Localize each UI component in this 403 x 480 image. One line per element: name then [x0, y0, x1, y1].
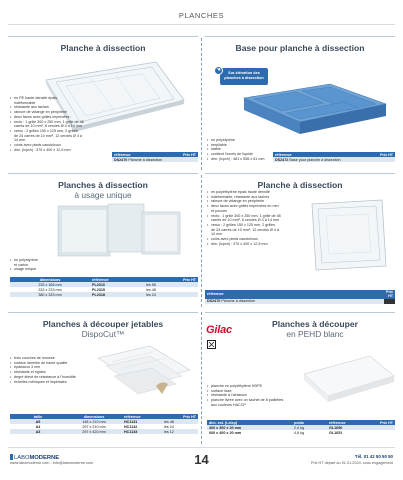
- feature: • contient l'excès de liquide: [207, 152, 297, 157]
- reference-table: [10, 277, 198, 297]
- product-title: Planches à découper: [272, 319, 358, 329]
- table-row: 333 x 233 mm PL2315 les 48: [38, 287, 156, 292]
- col-header: dimensions: [66, 414, 122, 419]
- ref-desc: Planche à dissection: [128, 157, 163, 162]
- reference-table: [207, 420, 395, 435]
- feature: • planche livrée avec un sachet de 8 paillettes aux couleurs HACCP: [207, 398, 307, 407]
- feature: • résistante aux taches: [10, 105, 98, 110]
- brand-logo: Gilac: [206, 324, 232, 336]
- table-row: [273, 157, 395, 162]
- product-title: Base pour planche à dissection: [235, 43, 365, 53]
- col-header: dim. ext. (Lxlxp): [207, 420, 271, 425]
- features-list: [10, 356, 100, 384]
- footer-phone: Tél. 01 42 50 50 50: [354, 454, 393, 459]
- feature: • coins avec pieds caoutchouc: [10, 143, 98, 148]
- badge-text: Sur-élévation des planches à dissection: [224, 71, 264, 80]
- col-header: Prix HT: [386, 290, 393, 299]
- feature: • rainure de vidange en périphérie: [207, 199, 307, 204]
- ref-desc: Base pour planche à dissection: [289, 157, 341, 162]
- column-divider: [201, 38, 202, 170]
- product-title: Planche à dissection: [257, 180, 343, 190]
- feature: • deux faces avec grilles imprimées :: [10, 115, 98, 120]
- features-list: [207, 190, 307, 246]
- feature: • dim. (lxpxh) : 375 x 400 x 12,5 mm: [207, 242, 307, 247]
- col-header: référence: [327, 420, 363, 425]
- feature: • planche en polyéthylène HDPE: [207, 384, 307, 389]
- hand-icon: ☚: [214, 66, 223, 75]
- col-header: référence: [112, 152, 159, 157]
- footer-price-note: Prix HT départ au 01.01.2024, sous engagement: [310, 461, 393, 465]
- col-header: référence: [122, 414, 162, 419]
- dissection-board-image: [306, 196, 390, 274]
- feature: • dim. (lxpxh) : 481 x 556 x 61 mm: [207, 157, 297, 162]
- feature: • en polystyrène et carton: [10, 258, 70, 267]
- feature: • en polystyrène: [207, 138, 297, 143]
- col-header: taille: [10, 414, 66, 419]
- col-header: Prix HT: [159, 152, 198, 157]
- feature: • verso : 2 grilles 150 x 125 mm, 2 grilles de 24 carrés de 10 mm², 12 cercles Ø 4 à 14 mm: [207, 223, 307, 237]
- feature: • épaisseur 3 mm: [10, 365, 100, 370]
- table-row: [205, 299, 395, 304]
- feature: • verso : 2 grilles 150 x 125 mm, 2 grilles de 24 carrés de 10 mm², 12 cercles Ø 4 à 14 mm: [10, 129, 98, 143]
- footer-divider: [8, 447, 395, 448]
- ref-desc: Planche à dissection: [221, 299, 256, 304]
- header-divider: [8, 24, 395, 25]
- ref-code: DS2472: [275, 157, 289, 162]
- col-header: Prix HT: [363, 420, 395, 425]
- feature: • résistants et rigides: [10, 370, 100, 375]
- pehd-board-image: [300, 352, 396, 404]
- feature: • empilable: [207, 143, 297, 148]
- col-header: poids: [271, 420, 327, 425]
- table-row: A4 297 x 210 mm HC1132 les 24: [35, 424, 174, 429]
- product-title: Planches à découper jetables: [42, 319, 164, 329]
- table-row: [112, 157, 198, 162]
- feature: • coins avec pieds caoutchouc: [207, 237, 307, 242]
- features-list: [207, 384, 307, 408]
- reference-table: [10, 414, 198, 434]
- page-number: 14: [194, 452, 209, 467]
- footer-website[interactable]: www.labomoderne.com - info@labomoderne.com: [10, 461, 94, 465]
- feature: • rainure de vidange en périphérie: [10, 110, 98, 115]
- dispocut-boards-image: [92, 340, 196, 410]
- ref-code: DS2470: [114, 157, 128, 162]
- logo-text: LABO: [14, 455, 30, 461]
- table-row: A3 297 x 420 mm HC1133 les 12: [10, 429, 198, 434]
- product-title: Planche à dissection: [60, 43, 146, 53]
- logo-text-bold: MODERNE: [29, 455, 60, 461]
- reference-table: [112, 152, 198, 162]
- feature: • indéformable, résistante aux taches: [207, 195, 307, 200]
- col-header: référence: [90, 277, 144, 282]
- feature: • recto : 1 grille 300 x 250 mm, 1 grille de 48 carrés de 10 mm², 6 cercles Ø 4 à 14 mm: [207, 214, 307, 223]
- feature: • surface lamelée de haute qualité: [10, 361, 100, 366]
- feature: • usage unique: [10, 267, 70, 272]
- column-divider: [201, 312, 202, 444]
- table-row: A5 148 x 210 mm HC1131 les 48: [10, 419, 198, 424]
- col-header: Prix HT: [144, 277, 198, 282]
- feature: • recto : 1 grille 300 x 250 mm, 1 grille de 48 carrés de 10 mm², 6 cercles Ø 4 à 14 mm: [10, 120, 98, 129]
- feature: • en PE haute densité épais, indéformable: [10, 96, 98, 105]
- feature: • dim. (lxpxh) : 375 x 400 x 12,5 mm: [10, 148, 98, 153]
- col-header: Prix HT: [162, 414, 198, 419]
- page-header: [0, 0, 403, 28]
- feature: • résistante à l'abrasion: [207, 393, 307, 398]
- reference-table: [205, 290, 395, 304]
- feature: • deux faces avec grilles imprimées en mm et pouces: [207, 204, 307, 213]
- features-list: [10, 96, 98, 152]
- product-subtitle: DispoCut™: [81, 329, 125, 339]
- features-list: [10, 258, 70, 272]
- ref-code: DS2470: [207, 299, 221, 304]
- col-header: référence: [205, 290, 384, 299]
- feature: • stable: [207, 147, 297, 152]
- product-title: Planches à dissection: [58, 180, 148, 190]
- dissection-base-image: [240, 82, 390, 137]
- table-row: 400 x 300 x 20 mm 2,4 kg GL1650: [207, 425, 395, 430]
- table-row: 600 x 400 x 20 mm 4,8 kg GL1651: [209, 430, 343, 435]
- column-divider: [201, 175, 202, 307]
- feature: • échelles métriques et impériales: [10, 380, 100, 385]
- product-subtitle: à usage unique: [74, 190, 132, 200]
- reference-table: [273, 152, 395, 162]
- col-header: référence: [273, 152, 340, 157]
- feature: • trois couches de mousse: [10, 356, 100, 361]
- section-title: PLANCHES: [178, 11, 225, 20]
- feature: • degré élevé de résistance à l'humidité: [10, 375, 100, 380]
- cutlery-icon: [207, 340, 216, 349]
- feature: • en polyéthylène épais haute densité: [207, 190, 307, 195]
- feature: • surface lisse: [207, 389, 307, 394]
- product-subtitle: en PEHD blanc: [286, 329, 344, 339]
- col-header: Prix HT: [340, 152, 395, 157]
- table-row: 233 x 166 mm PL2310 les 96: [10, 282, 198, 287]
- table-row: 380 x 333 mm PL2318 les 24: [10, 292, 198, 297]
- disposable-boards-image: [50, 198, 185, 260]
- col-header: dimensions: [10, 277, 90, 282]
